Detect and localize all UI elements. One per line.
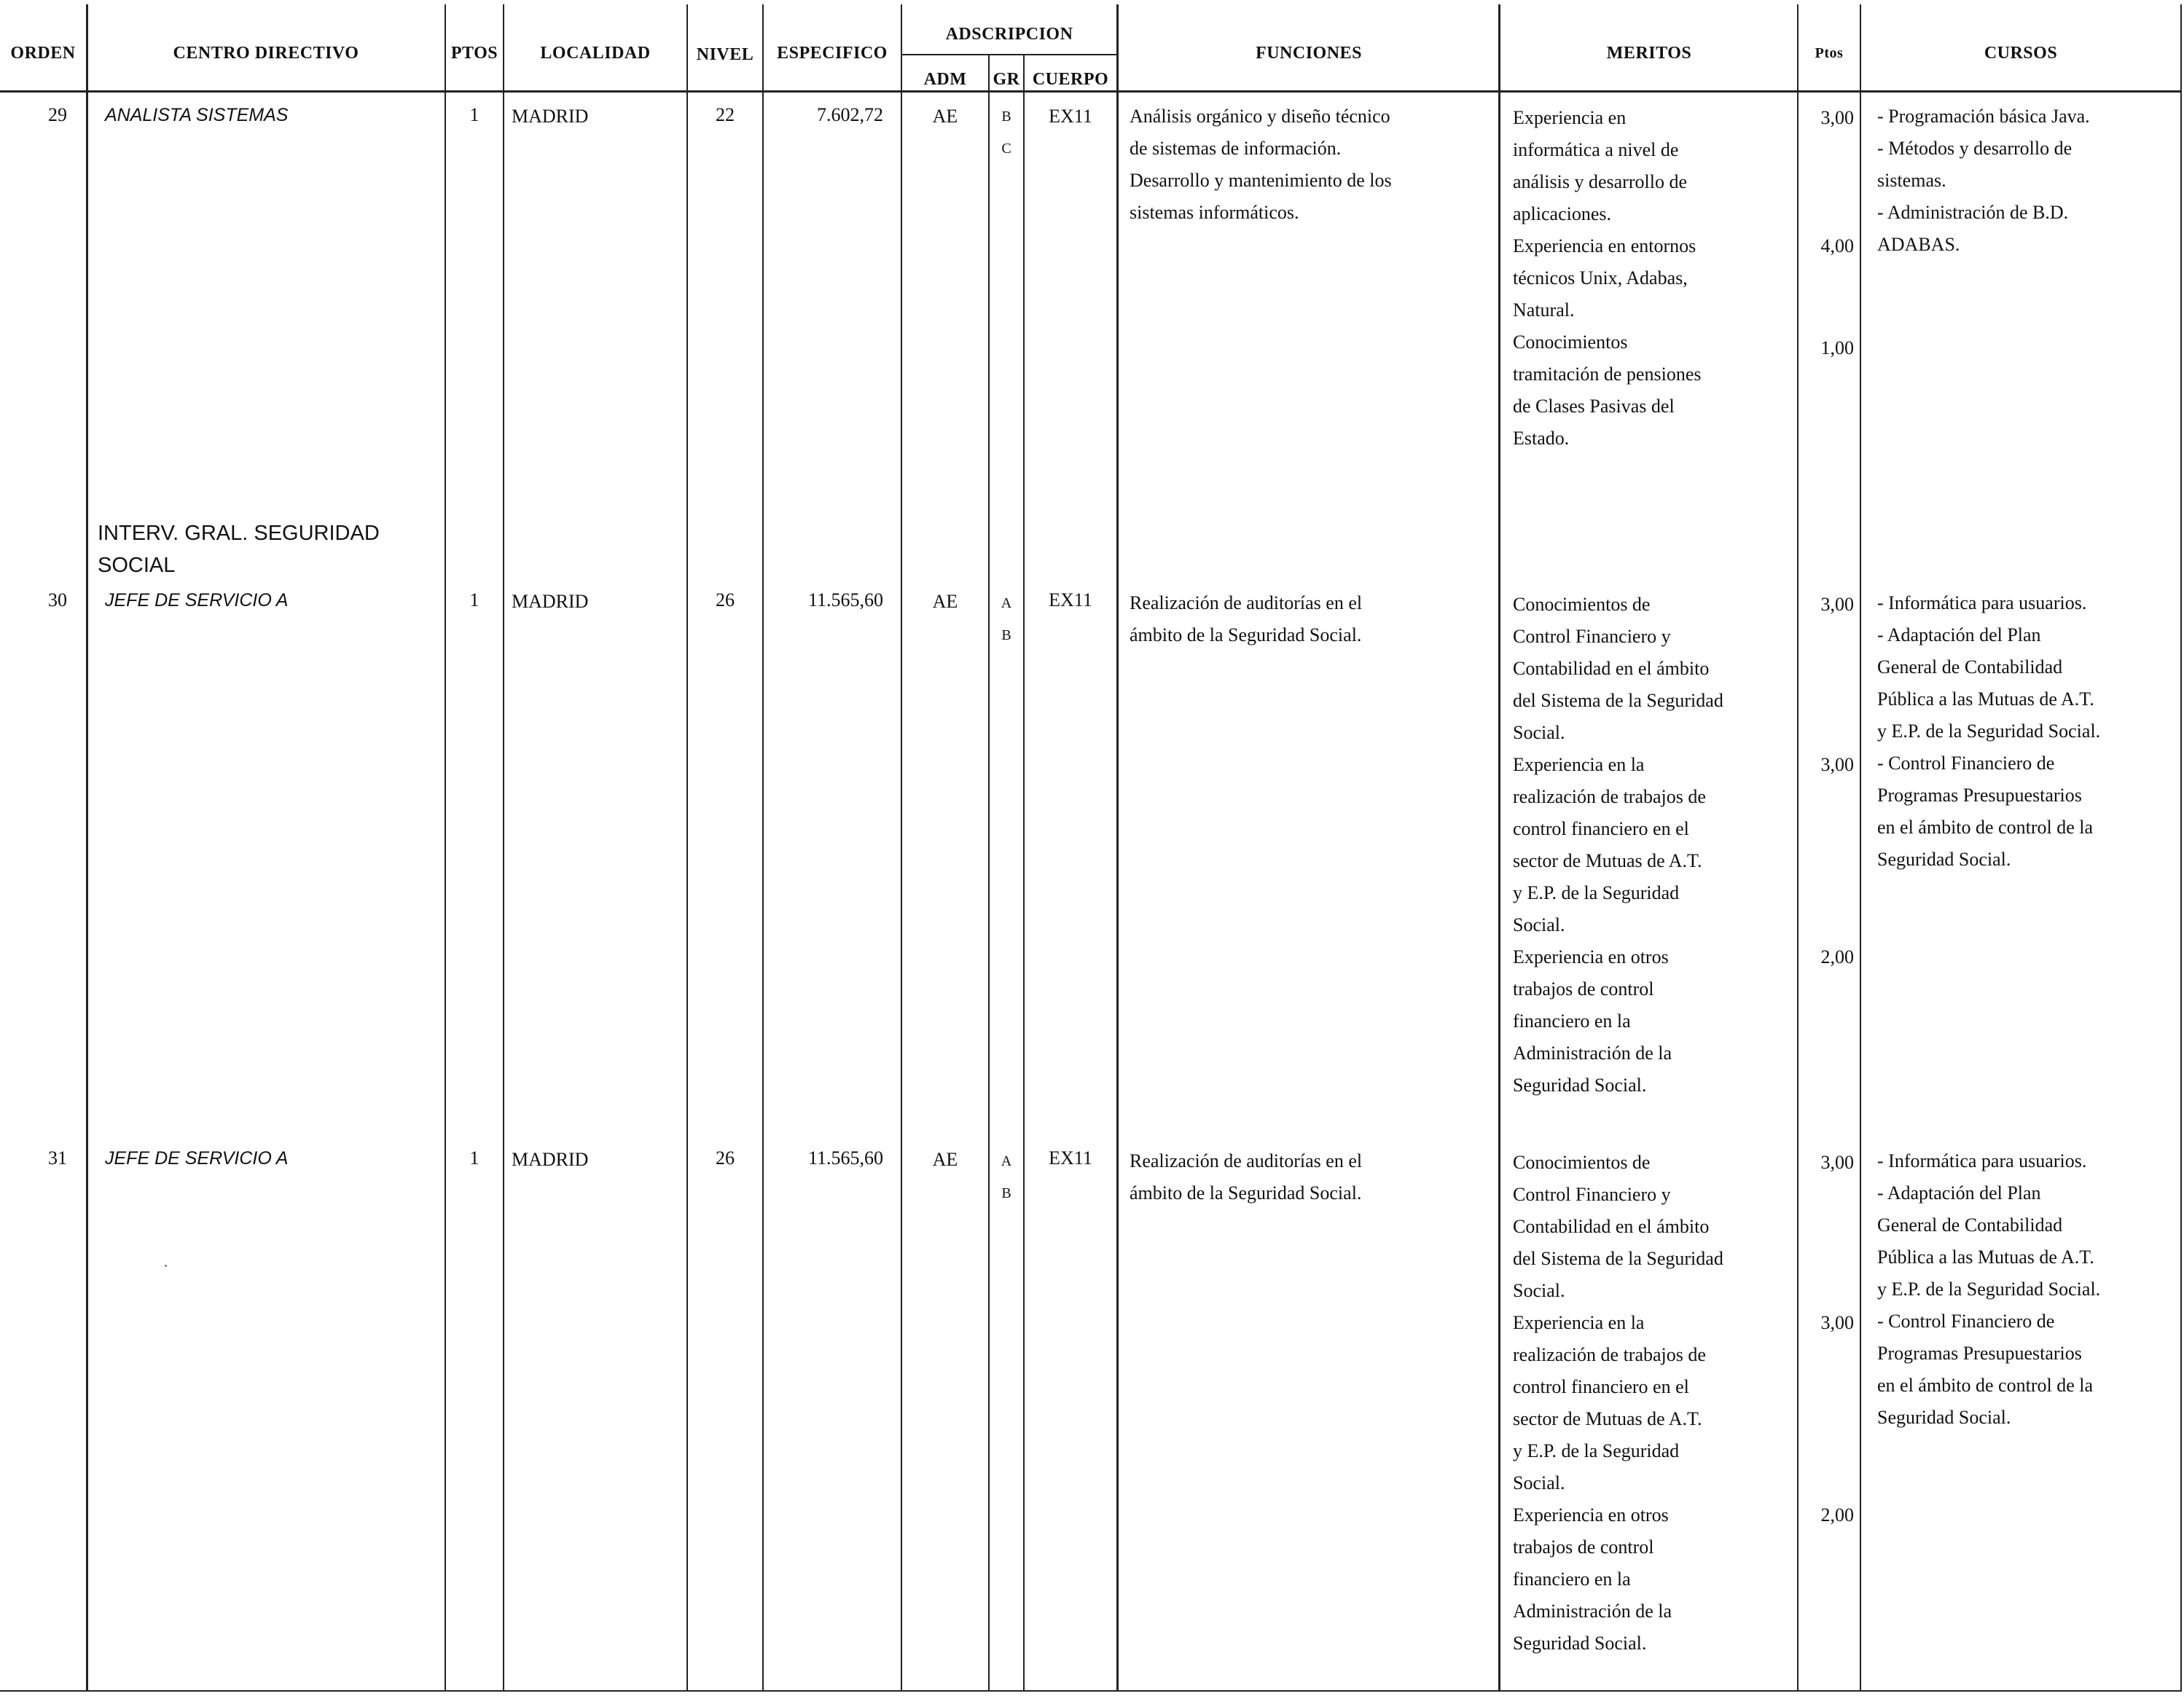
adm-cell: AE xyxy=(932,1149,958,1170)
column-rule xyxy=(2180,4,2182,1692)
cursos-cell: - Informática para usuarios. - Adaptación del Plan General de Contabilidad Pública a las Mutuas de A.T. y E.P. de la Seguridad Social. - Control Financiero de Programas Presupuestarios en el ámbito de control de la Seguridad Social. xyxy=(1877,592,2101,870)
header-cuerpo: CUERPO xyxy=(1032,70,1109,89)
nivel-cell: 22 xyxy=(716,104,735,125)
meritos-cell: Experiencia en informática a nivel de análisis y desarrollo de aplicaciones. Experiencia en entornos técnicos Unix, Adabas, Natural. Conocimientos tramitación de pensiones de Clases Pasivas del Estado. xyxy=(1513,107,1702,449)
header-rule xyxy=(0,90,2182,93)
header-ptos: PTOS xyxy=(450,44,498,63)
column-rule xyxy=(988,55,990,1692)
puesto-cell: JEFE DE SERVICIO A xyxy=(105,590,289,611)
header-gr: GR xyxy=(993,70,1020,89)
especifico-cell: 11.565,60 xyxy=(807,589,883,611)
column-rule xyxy=(1498,4,1500,1692)
orden-cell: 30 xyxy=(48,589,67,611)
especifico-cell: 7.602,72 xyxy=(817,104,883,125)
merito-ptos-cell: 3,00 xyxy=(1820,107,1854,128)
merito-ptos-cell: 3,00 xyxy=(1820,594,1854,615)
scan-speck xyxy=(165,1265,167,1267)
column-rule xyxy=(86,4,88,1692)
merito-ptos-cell: 4,00 xyxy=(1820,235,1854,256)
merito-ptos-cell: 1,00 xyxy=(1820,337,1854,358)
merito-ptos-cell: 2,00 xyxy=(1820,1504,1854,1526)
merito-ptos-cell: 3,00 xyxy=(1820,1312,1854,1333)
section-heading: INTERV. GRAL. SEGURIDAD SOCIAL xyxy=(98,522,380,577)
column-rule xyxy=(1023,55,1025,1692)
puesto-cell: JEFE DE SERVICIO A xyxy=(105,1148,289,1169)
header-rule xyxy=(901,54,1118,55)
merito-ptos-cell: 3,00 xyxy=(1820,754,1854,775)
ptos-cell: 1 xyxy=(469,104,480,125)
header-ptos-meritos: Ptos xyxy=(1815,45,1844,61)
merito-ptos-cell: 3,00 xyxy=(1820,1152,1854,1173)
column-rule xyxy=(686,4,688,1692)
cuerpo-cell: EX11 xyxy=(1049,589,1092,611)
funciones-cell: Realización de auditorías en el ámbito de la Seguridad Social. xyxy=(1130,592,1363,645)
header-localidad: LOCALIDAD xyxy=(540,44,651,63)
localidad-cell: MADRID xyxy=(512,106,589,127)
cursos-cell: - Informática para usuarios. - Adaptación del Plan General de Contabilidad Pública a las Mutuas de A.T. y E.P. de la Seguridad Social. - Control Financiero de Programas Presupuestarios en el ámbito de control de la Seguridad Social. xyxy=(1877,1150,2101,1428)
gr-cell: B C xyxy=(1001,109,1011,157)
header-orden: ORDEN xyxy=(10,44,76,63)
column-rule xyxy=(1116,4,1119,1692)
header-nivel: NIVEL xyxy=(696,45,754,64)
puesto-cell: ANALISTA SISTEMAS xyxy=(105,105,289,125)
header-funciones: FUNCIONES xyxy=(1256,44,1362,63)
bottom-rule xyxy=(0,1690,2182,1692)
ptos-cell: 1 xyxy=(469,589,480,611)
orden-cell: 31 xyxy=(48,1147,67,1169)
adm-cell: AE xyxy=(932,106,958,127)
gr-cell: A B xyxy=(1001,595,1012,643)
column-rule xyxy=(901,4,902,1692)
column-rule xyxy=(1860,4,1861,1692)
meritos-cell: Conocimientos de Control Financiero y Contabilidad en el ámbito del Sistema de la Seguridad Social. Experiencia en la realización de trabajos de control financiero en el sector de Mutuas de A.T. y E.P. de la Seguridad Social. Experiencia en otros trabajos de control financiero en la Administración de la Seguridad Social. xyxy=(1513,1152,1723,1654)
header-centro-directivo: CENTRO DIRECTIVO xyxy=(173,44,359,63)
header-meritos: MERITOS xyxy=(1606,44,1692,63)
header-cursos: CURSOS xyxy=(1984,44,2058,63)
cursos-cell: - Programación básica Java. - Métodos y desarrollo de sistemas. - Administración de B.D. ADABAS. xyxy=(1877,106,2090,255)
gr-cell: A B xyxy=(1001,1153,1012,1201)
funciones-cell: Análisis orgánico y diseño técnico de sistemas de información. Desarrollo y mantenimiento de los sistemas informáticos. xyxy=(1130,106,1392,223)
ptos-cell: 1 xyxy=(469,1147,480,1169)
column-rule xyxy=(445,4,446,1692)
localidad-cell: MADRID xyxy=(512,1149,589,1170)
orden-cell: 29 xyxy=(48,104,67,125)
especifico-cell: 11.565,60 xyxy=(807,1147,883,1169)
merito-ptos-cell: 2,00 xyxy=(1820,946,1854,967)
header-adm: ADM xyxy=(923,70,967,89)
meritos-cell: Conocimientos de Control Financiero y Contabilidad en el ámbito del Sistema de la Seguridad Social. Experiencia en la realización de trabajos de control financiero en el sector de Mutuas de A.T. y E.P. de la Seguridad Social. Experiencia en otros trabajos de control financiero en la Administración de la Seguridad Social. xyxy=(1513,594,1723,1096)
adm-cell: AE xyxy=(932,591,958,612)
header-especifico: ESPECIFICO xyxy=(777,44,888,63)
header-adscripcion: ADSCRIPCION xyxy=(945,25,1073,44)
column-rule xyxy=(762,4,764,1692)
column-rule xyxy=(503,4,504,1692)
nivel-cell: 26 xyxy=(716,589,735,611)
nivel-cell: 26 xyxy=(716,1147,735,1169)
funciones-cell: Realización de auditorías en el ámbito de la Seguridad Social. xyxy=(1130,1150,1363,1204)
localidad-cell: MADRID xyxy=(512,591,589,612)
cuerpo-cell: EX11 xyxy=(1049,106,1092,127)
cuerpo-cell: EX11 xyxy=(1049,1147,1092,1169)
